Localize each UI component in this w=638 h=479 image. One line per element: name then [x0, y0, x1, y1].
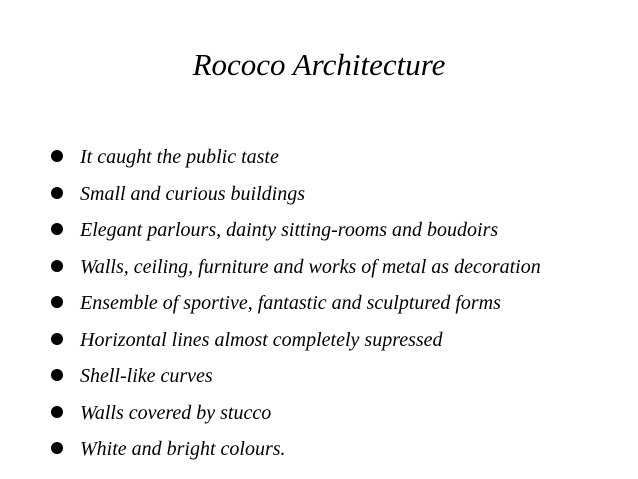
- list-item: [0, 292, 638, 329]
- list-item: [0, 219, 638, 256]
- bullet-icon: [51, 187, 63, 199]
- bullet-text: White and bright colours.: [80, 438, 286, 460]
- bullet-icon: [51, 260, 63, 272]
- bullet-text: Small and curious buildings: [80, 182, 306, 205]
- list-item: [0, 402, 638, 439]
- bullet-text: Ensemble of sportive, fantastic and sculptured forms: [80, 292, 501, 314]
- bullet-text: Walls, ceiling, furniture and works of metal as decoration: [80, 255, 541, 278]
- bullet-list: [0, 146, 638, 475]
- bullet-text: Horizontal lines almost completely supressed: [80, 328, 443, 351]
- bullet-icon: [51, 406, 63, 418]
- list-item: [0, 365, 638, 402]
- bullet-text: Elegant parlours, dainty sitting-rooms and boudoirs: [80, 219, 499, 241]
- slide-title: Rococo Architecture: [192, 47, 446, 82]
- list-item: [0, 329, 638, 366]
- bullet-icon: [51, 442, 63, 454]
- bullet-text: Shell-like curves: [80, 365, 213, 387]
- list-item: [0, 256, 638, 293]
- list-item: [0, 146, 638, 183]
- bullet-icon: [51, 369, 63, 381]
- bullet-text: It caught the public taste: [80, 146, 279, 168]
- bullet-icon: [51, 333, 63, 345]
- bullet-icon: [51, 223, 63, 235]
- bullet-icon: [51, 150, 63, 162]
- bullet-icon: [51, 296, 63, 308]
- bullet-text: Walls covered by stucco: [80, 401, 272, 424]
- list-item: [0, 438, 638, 475]
- list-item: [0, 183, 638, 220]
